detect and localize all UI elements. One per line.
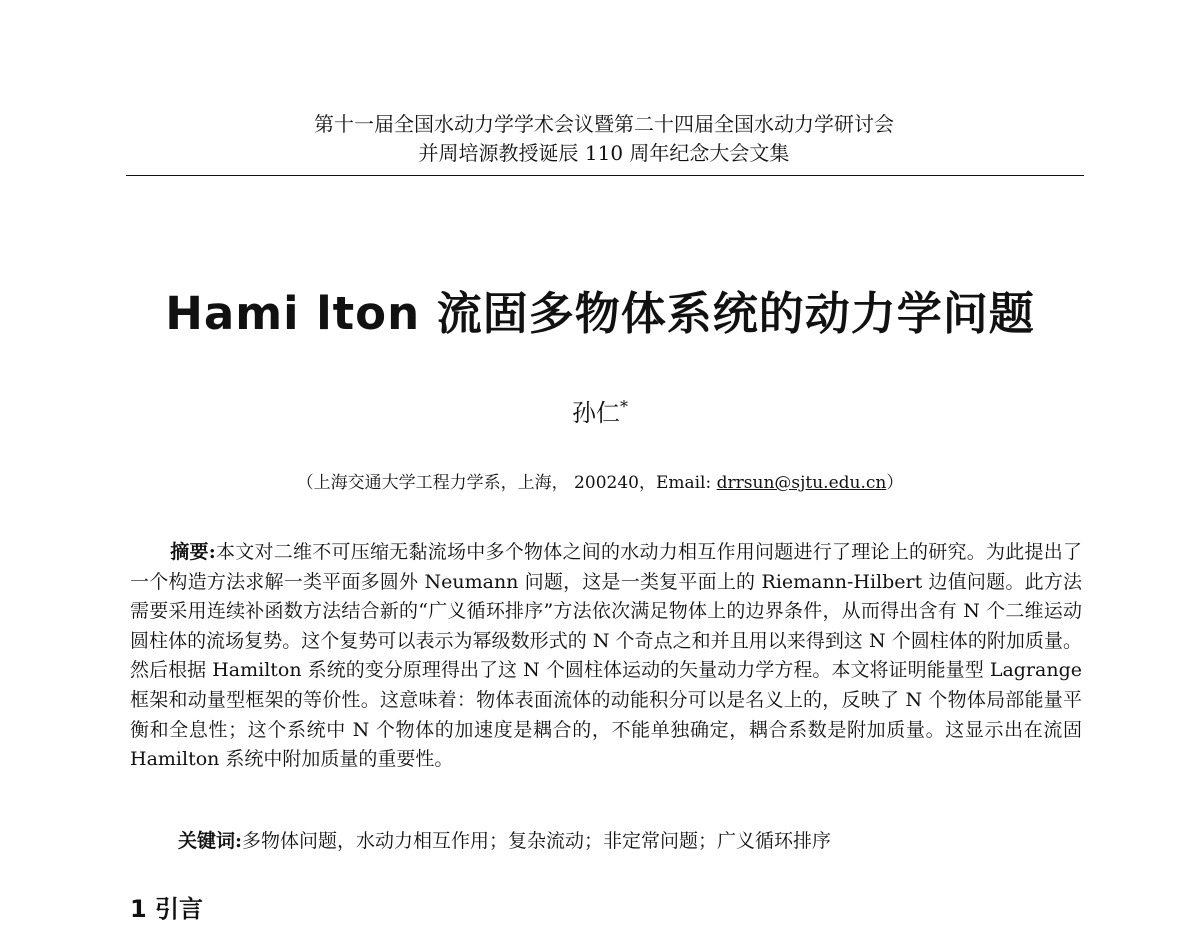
author-line — [0, 396, 1200, 430]
keywords-text: 多物体问题，水动力相互作用；复杂流动；非定常问题；广义循环排序 — [242, 830, 832, 852]
affiliation-text: （上海交通大学工程力学系，上海， 200240，Email: — [296, 473, 717, 493]
affiliation-close: ） — [886, 473, 904, 493]
section-heading: 1 引言 — [130, 895, 204, 923]
keywords-label: 关键词: — [178, 830, 243, 852]
affiliation-line — [0, 470, 1200, 496]
paper-title: Hami lton 流固多物体系统的动力学问题 — [165, 287, 1035, 340]
email-link[interactable]: drrsun@sjtu.edu.cn — [716, 473, 887, 493]
abstract-paragraph — [130, 538, 1082, 775]
proceedings-header — [126, 110, 1082, 168]
keywords-line — [130, 826, 1082, 856]
author-footnote-mark: * — [620, 397, 628, 416]
proceedings-header-line1: 第十一届全国水动力学学术会议暨第二十四届全国水动力学研讨会 — [314, 112, 894, 136]
proceedings-header-line2: 并周培源教授诞辰 110 周年纪念大会文集 — [418, 141, 790, 165]
abstract-text: 本文对二维不可压缩无黏流场中多个物体之间的水动力相互作用问题进行了理论上的研究。为此提出了一个构造方法求解一类平面多圆外 Neumann 问题，这是一类复平面上的 Riemann-Hilbert 边值问题。此方法需要采用连续补函数方法结合新的“广义循环排序”方法依次满足物体上的边界条件，从而得出含有 N 个二维运动圆柱体的流场复势。这个复势可以表示为幂级数形式的 N 个奇点之和并且用以来得到这 N 个圆柱体的附加质量。然后根据 Hamilton 系统的变分原理得出了这 N 个圆柱体运动的矢量动力学方程。本文将证明能量型 Lagrange 框架和动量型框架的等价性。这意味着：物体表面流体的动能积分可以是名义上的，反映了 N 个物体局部能量平衡和全息性；这个系统中 N 个物体的加速度是耦合的，不能单独确定，耦合系数是附加质量。这显示出在流固 Hamilton 系统中附加质量的重要性。 — [130, 541, 1082, 771]
author-name: 孙仁 — [572, 399, 620, 427]
abstract-label: 摘要: — [170, 541, 216, 563]
header-rule — [126, 175, 1084, 176]
